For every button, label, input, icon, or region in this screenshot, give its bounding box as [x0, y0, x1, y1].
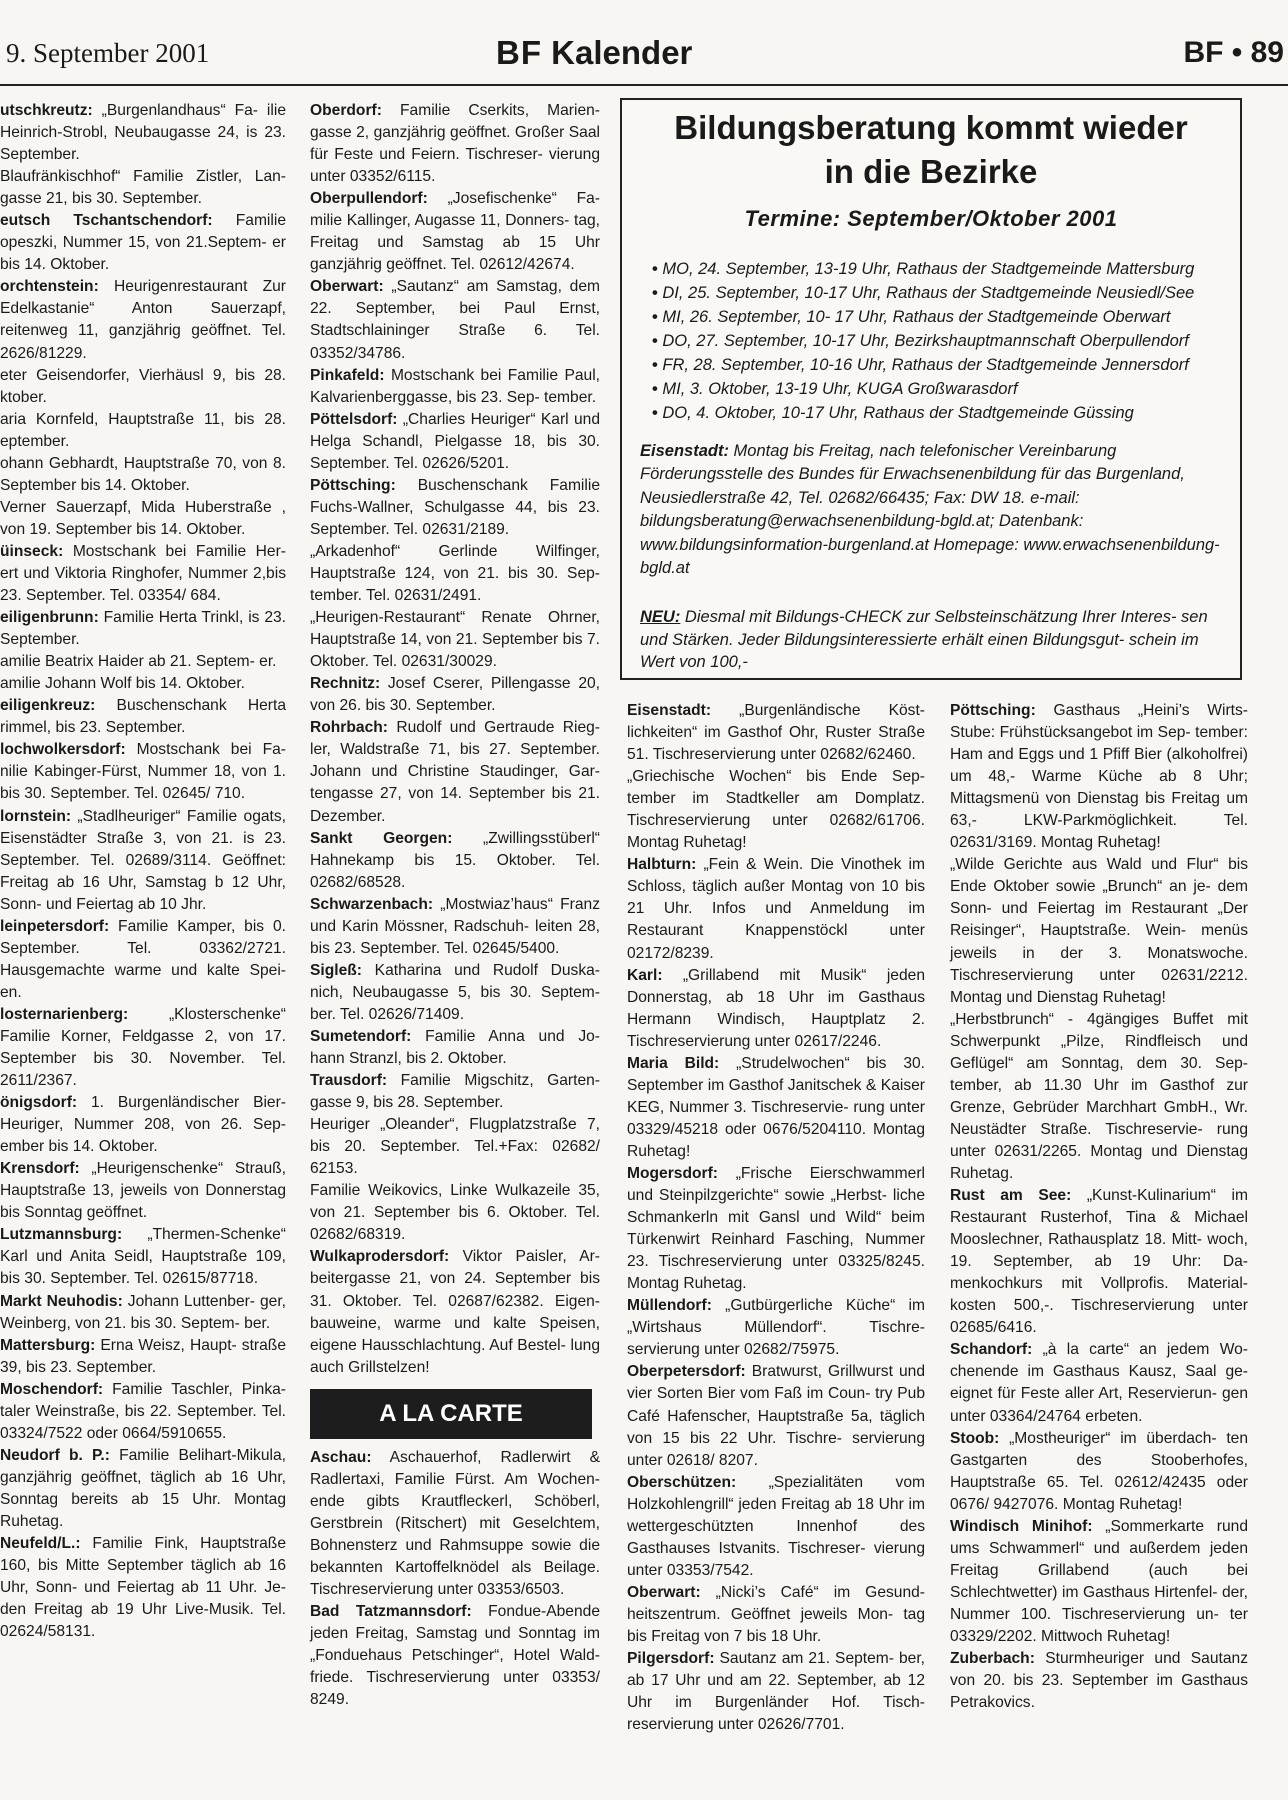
listing-text: „Herbstbrunch“ - 4gängiges Buffet mit Schwerpunkt „Pilze, Rindfleisch und Geflügel“ am Sonntag, dem 30. Sep- tember, ab 11.30 Uhr im Gasthof zur Grenze, Gebrüder Marchhart GmbH., Wr. Neustädter Straße. Tischreservie- rung unter 02631/2265. Montag und Dienstag Ruhetag.	[950, 1010, 1248, 1182]
listing-entry	[0, 695, 286, 739]
box-date-item: • DO, 4. Oktober, 10-17 Uhr, Rathaus der Stadtgemeinde Güssing	[652, 401, 1222, 425]
listing-entry	[627, 965, 925, 1053]
listing-entry	[310, 894, 600, 960]
header-rule	[0, 84, 1288, 86]
listing-entry	[0, 541, 286, 607]
listing-text: „Charlies Heuriger“ Karl und Helga Schandl, Pielgasse 18, bis 30. September. Tel. 02626/5201.	[310, 410, 600, 472]
listing-text: „Arkadenhof“ Gerlinde Wilfinger, Hauptstraße 124, von 21. bis 30. Sep- tember. Tel. 02631/2491.	[310, 542, 600, 605]
listing-entry	[310, 1070, 600, 1114]
listing-text: Fondue-Abende jeden Freitag, Samstag und Sonntag im „Fonduehaus Petschinger“, Hotel Wald- friede. Tischreservierung unter 03353/ 8249.	[310, 1603, 600, 1709]
listing-entry	[627, 1582, 925, 1648]
listing-text: „Mostwiaz’haus“ Franz und Karin Mössner, Radschuh- leiten 28, bis 23. September. Tel. 02645/5400.	[310, 895, 600, 957]
listing-place: orchtenstein:	[0, 278, 99, 296]
section-name: Kalender	[551, 34, 693, 71]
listing-entry	[950, 1185, 1248, 1339]
listing-place: Maria Bild:	[627, 1054, 720, 1072]
listing-entry	[310, 607, 600, 673]
listing-text: Familie Cserkits, Marien- gasse 2, ganzjährig geöffnet. Großer Saal für Feste und Feiern. Tischreser- vierung unter 03352/6115.	[310, 102, 600, 186]
listing-text: Familie Migschitz, Garten- gasse 9, bis 28. September.	[310, 1072, 600, 1112]
listing-entry	[310, 1601, 600, 1711]
box-date-item: • FR, 28. September, 10-16 Uhr, Rathaus der Stadtgemeinde Jennersdorf	[652, 353, 1222, 377]
listing-place: Oberdorf:	[310, 102, 382, 119]
listing-entry	[627, 854, 925, 964]
listing-place: lornstein:	[0, 807, 72, 825]
column-2-entries	[310, 100, 600, 1379]
listing-text: „Strudelwochen“ bis 30. September im Gasthof Janitschek & Kaiser KEG, Nummer 3. Tischreservie- rung unter 03329/45218 oder 0676/5204110. Montag Ruhetag!	[627, 1054, 925, 1160]
listing-text: Heurigenrestaurant Zur Edelkastanie“ Anton Sauerzapf, reitenweg 11, ganzjährig geöffnet. Tel. 2626/81229.	[0, 278, 286, 362]
listing-place: önigsdorf:	[0, 1094, 78, 1112]
listing-place: Sigleß:	[310, 961, 362, 979]
listing-entry	[0, 409, 286, 453]
listing-place: Mattersburg:	[0, 1336, 96, 1354]
listing-text: „Spezialitäten vom Holzkohlengrill“ jeden Freitag ab 18 Uhr im wettergeschützten Innenhof des Gasthauses Istvanits. Tischreser- vierung unter 03353/7542.	[627, 1473, 925, 1579]
listing-place: Oberpullendorf:	[310, 190, 428, 208]
listing-place: Rohrbach:	[310, 719, 388, 737]
listing-text: Familie Belihart-Mikula, ganzjährig geöffnet, täglich ab 16 Uhr, Sonntag bereits ab 15 Uhr. Montag Ruhetag.	[0, 1446, 286, 1530]
listing-entry	[0, 276, 286, 364]
listing-place: Bad Tatzmannsdorf:	[310, 1603, 472, 1621]
listing-entry	[310, 276, 600, 364]
listing-text: Familie Weikovics, Linke Wulkazeile 35, von 21. September bis 6. Oktober. Tel. 02682/68319.	[310, 1182, 600, 1244]
listing-place: Müllendorf:	[627, 1297, 712, 1315]
listing-place: eiligenbrunn:	[0, 609, 99, 627]
listing-text: „Mostheuriger“ im überdach- ten Gastgarten des Stooberhofes, Hauptstraße 65. Tel. 02612/42435 oder 0676/ 9427076. Montag Ruhetag!	[950, 1429, 1248, 1513]
listing-text: „Burgenländische Köst- lichkeiten“ im Gasthof Ohr, Ruster Straße 51. Tischreservierung unter 02682/62460.	[627, 702, 925, 764]
listing-entry	[0, 210, 286, 276]
listing-place: Zuberbach:	[950, 1650, 1035, 1668]
listing-entry	[0, 607, 286, 651]
listing-place: Karl:	[627, 966, 663, 984]
listing-place: Pöttsching:	[950, 702, 1036, 719]
listing-place: Wulkaprodersdorf:	[310, 1248, 450, 1266]
listing-text: Familie Fink, Hauptstraße 160, bis Mitte September täglich ab 16 Uhr, Sonn- und Feiertag ab 11 Uhr. Je- den Freitag ab 19 Uhr Live-Musik. Tel. 02624/58131.	[0, 1535, 286, 1641]
listing-place: Windisch Minihof:	[950, 1517, 1093, 1535]
listing-entry	[0, 673, 286, 695]
listing-place: Krensdorf:	[0, 1160, 80, 1178]
listing-place: eiligenkreuz:	[0, 697, 96, 715]
listing-place: Eisenstadt:	[627, 702, 712, 719]
issue-date: 9. September 2001	[6, 38, 210, 68]
listing-entry	[310, 1246, 600, 1378]
listing-place: Sumetendorf:	[310, 1027, 412, 1045]
listing-text: „Burgenlandhaus“ Fa- ilie Heinrich-Strobl, Neubaugasse 24, is 23. September.	[0, 102, 286, 164]
listing-entry	[627, 1648, 925, 1736]
listing-entry	[310, 1114, 600, 1180]
box-title	[622, 106, 1240, 194]
listing-text: Josef Cserer, Pillengasse 20, von 26. bis 30. September.	[310, 675, 600, 715]
box-date-list	[652, 257, 1222, 425]
listing-text: „Grillabend mit Musik“ jeden Donnerstag, ab 18 Uhr im Gasthaus Hermann Windisch, Hauptplatz 2. Tischreservierung unter 02617/2246.	[627, 966, 925, 1050]
column-2	[310, 100, 600, 1711]
listing-text: „Klosterschenke“ Familie Korner, Feldgasse 2, von 17. September bis 30. November. Tel. 2611/2367.	[0, 1005, 286, 1090]
listing-place: Aschau:	[310, 1448, 372, 1466]
listing-entry	[627, 700, 925, 766]
listing-text: Blaufränkischhof“ Familie Zistler, Lan- gasse 21, bis 30. September.	[0, 168, 286, 208]
listing-text: Familie Herta Trinkl, is 23. September.	[0, 609, 286, 649]
listing-place: losternarienberg:	[0, 1005, 129, 1023]
listing-text: amilie Johann Wolf bis 14. Oktober.	[0, 675, 246, 693]
box-date-item: • MI, 3. Oktober, 13-19 Uhr, KUGA Großwarasdorf	[652, 377, 1222, 401]
listing-entry	[0, 739, 286, 805]
box-new-note	[640, 606, 1230, 674]
listing-place: Stoob:	[950, 1429, 1000, 1447]
box-date-item: • MO, 24. September, 13-19 Uhr, Rathaus der Stadtgemeinde Mattersburg	[652, 257, 1222, 281]
listing-text: Familie Anna und Jo- hann Stranzl, bis 2. Oktober.	[310, 1027, 600, 1068]
box-title-line2: in die Bezirke	[824, 153, 1038, 190]
box-contact-info	[640, 440, 1230, 580]
listing-place: Oberschützen:	[627, 1473, 737, 1491]
listing-entry	[0, 497, 286, 541]
listing-text: Gasthaus „Heini’s Wirts- Stube: Frühstücksangebot im Sep- tember: Ham and Eggs und 1 Pfiff Bier (alkoholfrei) um 48,- Warme Küche ab 8 Uhr; Mittagsmenü von Dienstag bis Freitag um 63,- LKW-Parkmöglichkeit. Tel. 02631/3169. Montag Ruhetag!	[950, 702, 1248, 852]
listing-entry	[950, 1009, 1248, 1185]
listing-entry	[310, 100, 600, 188]
box-date-item: • DO, 27. September, 10-17 Uhr, Bezirkshauptmannschaft Oberpullendorf	[652, 329, 1222, 353]
listing-entry	[0, 365, 286, 409]
listing-text: „Frische Eierschwammerl und Steinpilzgerichte“ sowie „Herbst- liche Schmankerln mit Gansl und Wild“ beim Türkenwirt Reinhard Fasching, Nummer 23. Tischreservierung unter 03325/8245. Montag Ruhetag.	[627, 1164, 925, 1293]
box-neu-label: NEU:	[640, 608, 681, 626]
listing-place: Rust am See:	[950, 1187, 1072, 1205]
listing-entry	[0, 916, 286, 1004]
listing-entry	[310, 541, 600, 607]
listing-text: Erna Weisz, Haupt- straße 39, bis 23. September.	[0, 1336, 286, 1376]
listing-entry	[0, 166, 286, 210]
listing-place: Oberpetersdorf:	[627, 1363, 746, 1381]
box-neu-text: Diesmal mit Bildungs-CHECK zur Selbsteinschätzung Ihrer Interes- sen und Stärken. Jeder Bildungsinteressierte erhält einen Bildungsgut- schein im Wert von 100,-	[640, 608, 1208, 671]
listing-text: aria Kornfeld, Hauptstraße 11, bis 28. eptember.	[0, 410, 286, 450]
listing-entry	[0, 651, 286, 673]
page-number: BF • 89	[1183, 36, 1284, 69]
listing-text: amilie Beatrix Haider ab 21. Septem- er.	[0, 653, 277, 671]
page-header	[0, 34, 1288, 82]
listing-text: Familie Taschler, Pinka- taler Weinstraße, bis 22. September. Tel. 03324/7522 oder 0664/5910655.	[0, 1380, 286, 1442]
listing-text: Heuriger „Oleander“, Flugplatzstraße 7, bis 20. September. Tel.+Fax: 02682/ 62153.	[310, 1116, 600, 1178]
listing-entry	[0, 1335, 286, 1379]
listing-text: „Heurigen-Restaurant“ Renate Ohrner, Hauptstraße 14, von 21. September bis 7. Oktober. Tel. 02631/30029.	[310, 609, 600, 671]
bildungsberatung-box	[620, 98, 1242, 680]
column-2-alacarte-entries	[310, 1447, 600, 1712]
listing-entry	[310, 188, 600, 276]
listing-text: eter Geisendorfer, Vierhäusl 9, bis 28. ktober.	[0, 366, 286, 406]
listing-place: Oberwart:	[310, 278, 384, 296]
listing-place: utschkreutz:	[0, 102, 93, 119]
listing-entry	[0, 453, 286, 497]
listing-entry	[310, 1447, 600, 1601]
listing-entry	[0, 1379, 286, 1445]
listing-entry	[310, 365, 600, 409]
listing-text: „Nicki’s Café“ im Gesund- heitszentrum. Geöffnet jeweils Mon- tag bis Freitag von 7 bis 18 Uhr.	[627, 1583, 925, 1645]
listing-place: Pöttsching:	[310, 476, 396, 494]
listing-place: eutsch Tschantschendorf:	[0, 212, 213, 230]
listing-text: Viktor Paisler, Ar- beitergasse 21, von 24. September bis 31. Oktober. Tel. 02687/62382. Eigen- bauweine, warme und kalte Speisen, eigene Hausschlachtung. Auf Bestel- lung auch Grillstelzen!	[310, 1248, 600, 1376]
listing-place: Lutzmannsburg:	[0, 1226, 123, 1244]
listing-text: Familie opeszki, Nummer 15, von 21.Septem- er bis 14. Oktober.	[0, 212, 286, 274]
listing-place: Schandorf:	[950, 1341, 1033, 1359]
listing-text: Aschauerhof, Radlerwirt & Radlertaxi, Familie Fürst. Am Wochen- ende gibts Krautfleckerl, Schöberl, Gerstbrein (Ritschert) mit Geselchtem, Bohnensterz und Rahmsuppe sowie die bekannten Kartoffelknödel als Beilage. Tischreservierung unter 03353/6503.	[310, 1448, 600, 1598]
box-info-text: Montag bis Freitag, nach telefonischer Vereinbarung Förderungsstelle des Bundes für Erwachsenenbildung für das Burgenland, Neusiedlerstraße 42, Tel. 02682/66435; Fax: DW 18. e-mail: bildungsberatung@erwachsenenbildung-bgld.at; Datenbank: www.bildungsinformation-burgenland.at Homepage: www.erwachsenenbildung-bgld.at	[640, 442, 1220, 578]
box-info-label: Eisenstadt:	[640, 442, 729, 460]
listing-text: „Gutbürgerliche Küche“ im „Wirtshaus Müllendorf“. Tischre- servierung unter 02682/75975.	[627, 1297, 925, 1359]
listing-text: „Fein & Wein. Die Vinothek im Schloss, täglich außer Montag von 10 bis 21 Uhr. Infos und Anmeldung im Restaurant Knappenstöckl unter 02172/8239.	[627, 856, 925, 962]
listing-entry	[950, 1339, 1248, 1427]
listing-text: „Griechische Wochen“ bis Ende Sep- tember im Stadtkeller am Domplatz. Tischreservierung unter 02682/61706. Montag Ruhetag!	[627, 768, 925, 852]
listing-entry	[0, 1092, 286, 1158]
section-logo: BF	[496, 34, 542, 71]
listing-entry	[627, 1163, 925, 1295]
box-subtitle: Termine: September/Oktober 2001	[744, 206, 1118, 231]
listing-text: Familie Kamper, bis 0. September. Tel. 03362/2721. Hausgemachte warme und kalte Spei- en.	[0, 917, 286, 1001]
listing-entry	[310, 1180, 600, 1246]
listing-text: „Josefischenke“ Fa- milie Kallinger, Augasse 11, Donners- tag, Freitag und Samstag ab 15 Uhr ganzjährig geöffnet. Tel. 02612/42674.	[310, 190, 600, 274]
column-4	[950, 700, 1248, 1714]
listing-text: „Thermen-Schenke“ Karl und Anita Seidl, Hauptstraße 109, bis 30. September. Tel. 02615/87718.	[0, 1226, 286, 1288]
listing-text: Sautanz am 21. Septem- ber, ab 17 Uhr und am 22. September, ab 12 Uhr im Burgenländer Hof. Tisch- reservierung unter 02626/7701.	[627, 1650, 925, 1734]
listing-place: lochwolkersdorf:	[0, 741, 126, 759]
listing-text: Mostschank bei Fa- nilie Kabinger-Fürst, Nummer 18, von 1. bis 30. September. Tel. 02645/ 710.	[0, 741, 286, 803]
listing-text: „Stadlheuriger“ Familie ogats, Eisenstädter Straße 3, von 21. is 23. September. Tel. 02689/3114. Geöffnet: Freitag ab 16 Uhr, Samstag b 12 Uhr, Sonn- und Feiertag ab 10 Jhr.	[0, 807, 286, 913]
listing-place: leinpetersdorf:	[0, 917, 110, 935]
listing-text: „Heurigenschenke“ Strauß, Hauptstraße 13, jeweils von Donnerstag bis Sonntag geöffnet.	[0, 1160, 286, 1222]
listing-text: „Sautanz“ am Samstag, dem 22. September, bei Paul Ernst, Stadtschlaininger Straße 6. Tel. 03352/34786.	[310, 278, 600, 362]
listing-entry	[627, 1472, 925, 1582]
listing-place: Moschendorf:	[0, 1380, 104, 1398]
listing-text: Rudolf und Gertraude Rieg- ler, Waldstraße 71, bis 27. September. Johann und Christine Staudinger, Gar- tengasse 27, von 14. September bis 21. Dezember.	[310, 719, 600, 825]
listing-entry	[0, 1224, 286, 1290]
listing-entry	[950, 1428, 1248, 1516]
listing-place: Schwarzenbach:	[310, 895, 434, 913]
listing-entry	[627, 1053, 925, 1163]
listing-text: Mostschank bei Familie Her- ert und Viktoria Ringhofer, Nummer 2,bis 23. September. Tel. 03354/ 684.	[0, 542, 286, 605]
column-1	[0, 100, 286, 1643]
listing-place: Halbturn:	[627, 856, 697, 874]
listing-place: Trausdorf:	[310, 1072, 388, 1090]
a-la-carte-heading: A LA CARTE	[310, 1389, 592, 1439]
listing-text: „Wilde Gerichte aus Wald und Flur“ bis Ende Oktober sowie „Brunch“ an je- dem Sonn- und Feiertag im Restaurant „Der Reisinger“, Hauptstraße. Wein- menüs jeweils in der 3. Monatswoche. Tischreservierung unter 02631/2212. Montag und Dienstag Ruhetag!	[950, 856, 1248, 1006]
listing-text: ohann Gebhardt, Hauptstraße 70, von 8. September bis 14. Oktober.	[0, 454, 286, 494]
listing-text: Katharina und Rudolf Duska- nich, Neubaugasse 5, bis 30. Septem- ber. Tel. 02626/71409.	[310, 961, 600, 1023]
listing-text: „à la carte“ an jedem Wo- chenende im Gasthaus Kausz, Saal ge- eignet für Feste aller Art, Reservierun- gen unter 03364/24764 erbeten.	[950, 1341, 1248, 1425]
listing-entry	[0, 1291, 286, 1335]
listing-entry	[950, 854, 1248, 1008]
listing-entry	[950, 1648, 1248, 1714]
listing-place: Mogersdorf:	[627, 1164, 718, 1182]
listing-entry	[950, 700, 1248, 854]
listing-entry	[0, 100, 286, 166]
listing-place: Pilgersdorf:	[627, 1650, 715, 1668]
listing-place: Pöttelsdorf:	[310, 410, 398, 428]
listing-place: Markt Neuhodis:	[0, 1292, 123, 1310]
listing-entry	[627, 766, 925, 854]
listing-text: Verner Sauerzapf, Mida Huberstraße , von 19. September bis 14. Oktober.	[0, 498, 286, 538]
listing-text: „Sommerkarte rund ums Schwammerl“ und außerdem jeden Freitag Grillabend (auch bei Schlechtwetter) im Gasthaus Hirtenfel- der, Nummer 100. Tischreservierung un- ter 03329/2202. Mittwoch Ruhetag!	[950, 1517, 1248, 1645]
listing-entry	[310, 475, 600, 541]
listing-text: Buschenschank Herta rimmel, bis 23. September.	[0, 697, 286, 737]
listing-place: Rechnitz:	[310, 675, 381, 693]
listing-entry	[310, 673, 600, 717]
listing-text: Mostschank bei Familie Paul, Kalvarienberggasse, bis 23. Sep- tember.	[310, 366, 600, 406]
listing-entry	[310, 1026, 600, 1070]
box-title-line1: Bildungsberatung kommt wieder	[674, 109, 1188, 146]
listing-text: Sturmheuriger und Sautanz von 20. bis 23. September im Gasthaus Petrakovics.	[950, 1650, 1248, 1712]
box-date-item: • MI, 26. September, 10- 17 Uhr, Rathaus der Stadtgemeinde Oberwart	[652, 305, 1222, 329]
listing-place: Pinkafeld:	[310, 366, 385, 384]
listing-entry	[627, 1361, 925, 1471]
box-date-item: • DI, 25. September, 10-17 Uhr, Rathaus der Stadtgemeinde Neusiedl/See	[652, 281, 1222, 305]
listing-text: „Zwillingsstüberl“ Hahnekamp bis 15. Oktober. Tel. 02682/68528.	[310, 829, 601, 891]
listing-entry	[310, 409, 600, 475]
listing-place: Sankt Georgen:	[310, 829, 453, 847]
listing-entry	[0, 1004, 286, 1092]
listing-entry	[310, 960, 600, 1026]
listing-text: Buschenschank Familie Fuchs-Wallner, Schulgasse 44, bis 23. September. Tel. 02631/2189.	[310, 476, 600, 538]
listing-entry	[950, 1516, 1248, 1648]
listing-text: 1. Burgenländischer Bier- Heuriger, Nummer 208, von 26. Sep- ember bis 14. Oktober.	[0, 1094, 286, 1156]
listing-text: „Kunst-Kulinarium“ im Restaurant Rusterhof, Tina & Michael Mooslechner, Rathausplatz 18. Mitt- woch, 19. September, ab 19 Uhr: Da- menkochkurs mit Vollprofis. Material- kosten 500,-. Tischreservierung unter 02685/6416.	[950, 1187, 1248, 1337]
listing-entry	[0, 1158, 286, 1224]
listing-place: Neufeld/L.:	[0, 1535, 81, 1553]
listing-text: Johann Luttenber- ger, Weinberg, von 21. bis 30. Septem- ber.	[0, 1292, 286, 1332]
column-3	[627, 700, 925, 1736]
listing-entry	[627, 1295, 925, 1361]
listing-entry	[0, 806, 286, 916]
listing-place: Oberwart:	[627, 1583, 701, 1601]
section-title	[496, 34, 692, 72]
listing-entry	[0, 1445, 286, 1533]
listing-entry	[310, 828, 600, 894]
listing-entry	[0, 1533, 286, 1643]
listing-place: Neudorf b. P.:	[0, 1446, 110, 1464]
listing-text: Bratwurst, Grillwurst und vier Sorten Bier vom Faß im Coun- try Pub Café Hafenscher, Hauptstraße 5a, täglich von 15 bis 22 Uhr. Tischre- servierung unter 02618/ 8207.	[627, 1363, 925, 1469]
listing-entry	[310, 717, 600, 827]
listing-place: üinseck:	[0, 542, 64, 560]
